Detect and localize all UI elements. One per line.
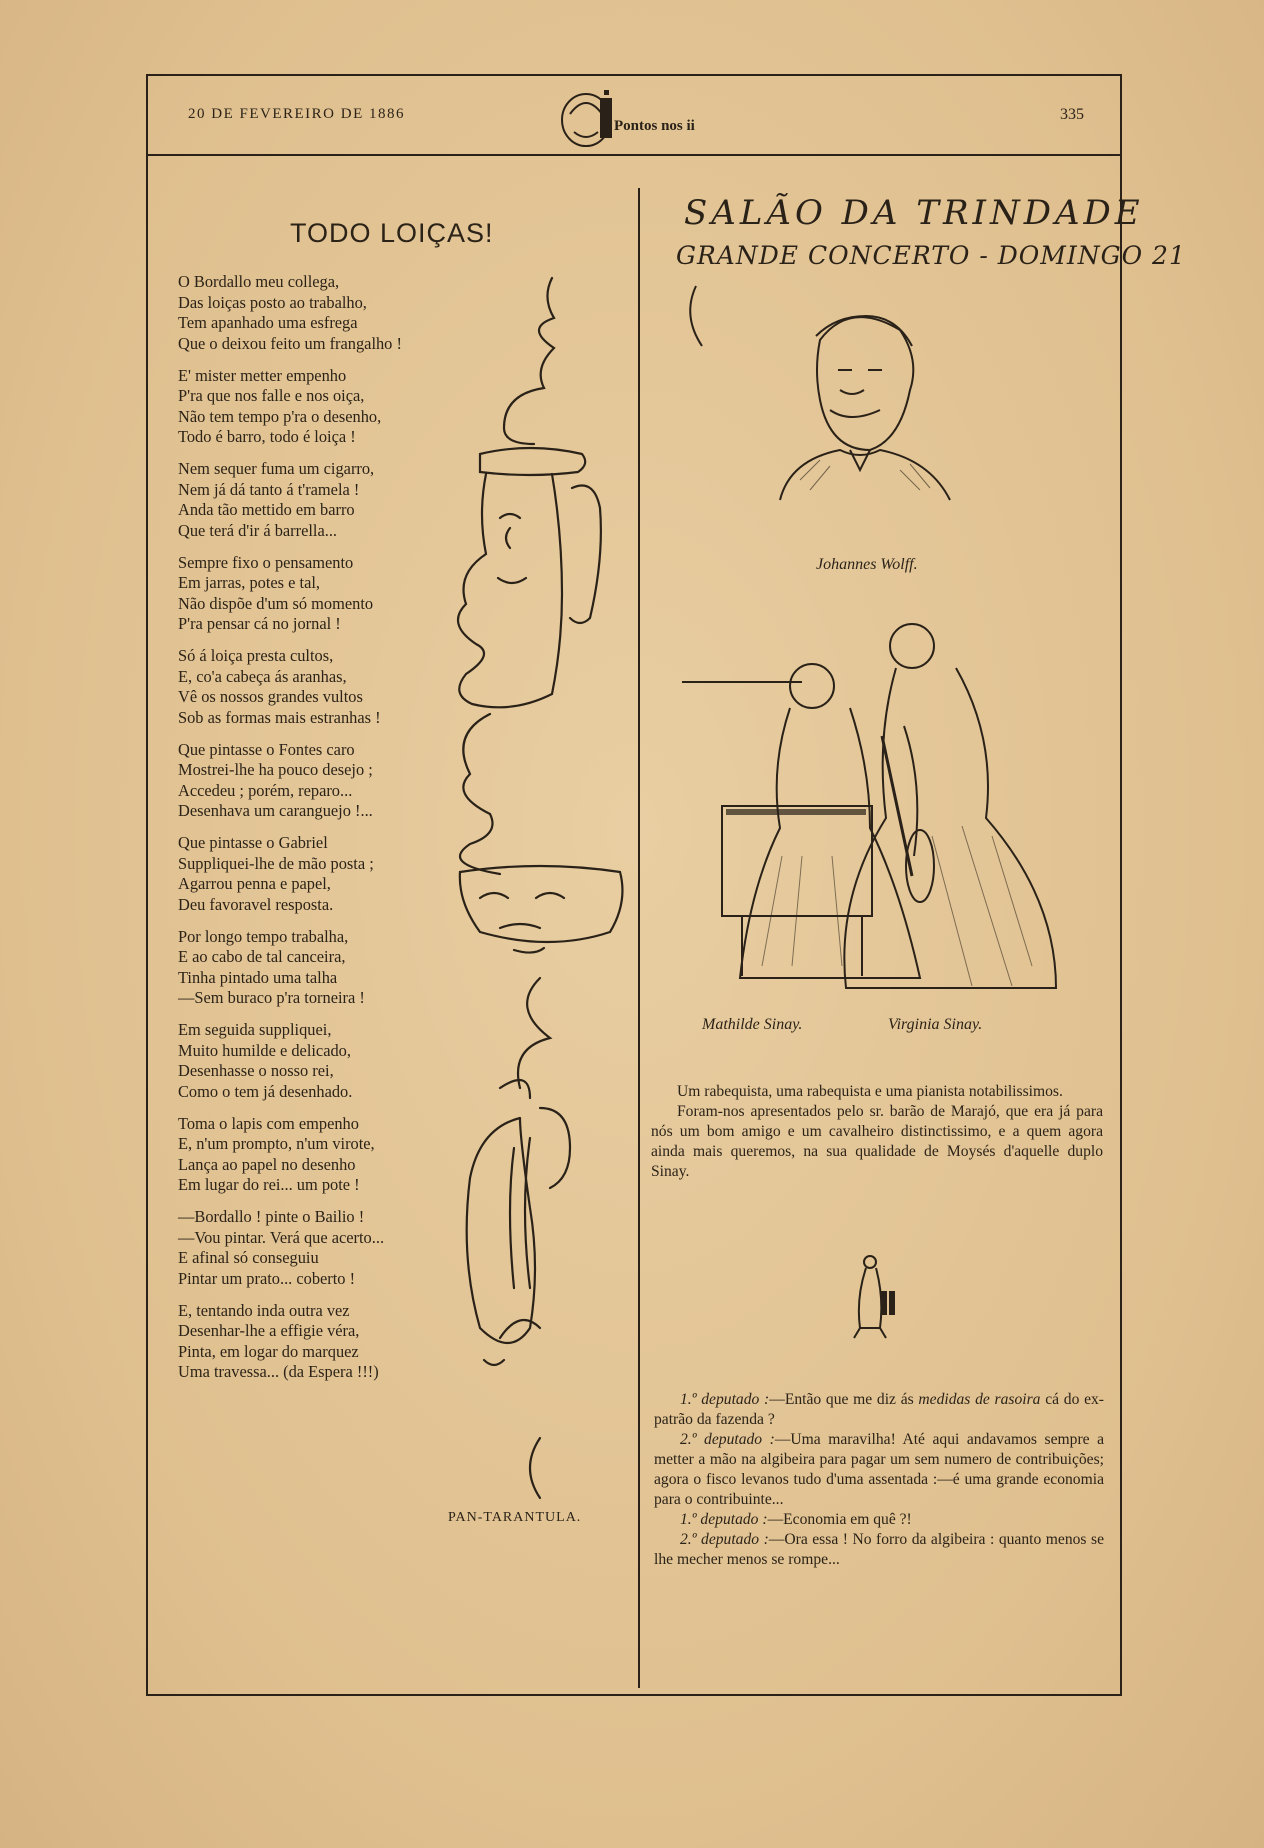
- page-number: 335: [1060, 106, 1084, 123]
- poem-line: Vê os nossos grandes vultos: [178, 687, 363, 706]
- poem-body: [178, 272, 478, 1394]
- dialogue-line: [654, 1430, 1104, 1510]
- dialogue-text: —Economia em quê ?!: [767, 1511, 912, 1528]
- poem-line: —Bordallo ! pinte o Bailio !: [178, 1207, 365, 1226]
- dialogue-line: [654, 1530, 1104, 1570]
- caption-mathilde: Mathilde Sinay.: [702, 1016, 803, 1033]
- poem-line: Sempre fixo o pensamento: [178, 552, 354, 572]
- dialogue-text: —Ora essa ! No forro da algibeira : quanto menos se lhe mecher menos se rompe...: [654, 1531, 1104, 1568]
- poem-line: E ao cabo de tal canceira,: [178, 947, 346, 966]
- poem-line: Nem já dá tanto á t'ramela !: [178, 479, 360, 499]
- stanza: [178, 927, 478, 1009]
- johannes-wolff-portrait: [760, 300, 970, 500]
- poem-line: Uma travessa... (da Espera !!!): [178, 1362, 379, 1381]
- poem-line: Desenhava um caranguejo !...: [178, 801, 373, 820]
- stanza: [178, 740, 478, 822]
- sinay-sisters-illustration: [682, 616, 1092, 996]
- poem-line: P'ra que nos falle e nos oiça,: [178, 386, 365, 405]
- dialogue-line: [654, 1390, 1104, 1430]
- poem-line: Em lugar do rei... um pote !: [178, 1175, 360, 1194]
- poem-line: —Vou pintar. Verá que acerto...: [178, 1227, 385, 1247]
- poem-line: Anda tão mettido em barro: [178, 500, 355, 519]
- stanza: [178, 459, 478, 541]
- poem-line: Como o tem já desenhado.: [178, 1081, 353, 1101]
- poem-line: Mostrei-lhe ha pouco desejo ;: [178, 760, 373, 779]
- poem-line: Suppliquei-lhe de mão posta ;: [178, 853, 374, 873]
- poem-line: Por longo tempo trabalha,: [178, 926, 349, 946]
- poem-line: Das loiças posto ao trabalho,: [178, 292, 367, 312]
- poem-line: Não tem tempo p'ra o desenho,: [178, 406, 382, 426]
- poem-line: Agarrou penna e papel,: [178, 874, 331, 893]
- poem-line: Accedeu ; porém, reparo...: [178, 780, 353, 800]
- deputies-dialogue: [654, 1390, 1104, 1570]
- banner-line-2: GRANDE CONCERTO - DOMINGO 21: [676, 241, 1186, 270]
- poem-line: Em jarras, potes e tal,: [178, 573, 321, 592]
- poem-line: Pintar um prato... coberto !: [178, 1268, 356, 1288]
- article-paragraph: Um rabequista, uma rabequista e uma pianista notabilissimos.: [677, 1083, 1063, 1100]
- speaker-label: 2.º deputado :: [680, 1431, 775, 1448]
- dialogue-line: [654, 1510, 1104, 1530]
- poem-line: Que pintasse o Fontes caro: [178, 739, 355, 759]
- poem-line: Toma o lapis com empenho: [178, 1113, 359, 1133]
- dialogue-text: —Então que me diz ás: [769, 1391, 919, 1408]
- poem-title: TODO LOIÇAS!: [290, 218, 494, 248]
- poem-line: Lança ao papel no desenho: [178, 1154, 356, 1174]
- poem-line: Não dispõe d'um só momento: [178, 593, 374, 613]
- dialogue-text: cá do ex-patrão da fazenda ?: [654, 1391, 1104, 1428]
- poem-line: Desenhasse o nosso rei,: [178, 1061, 334, 1080]
- poem-line: Pinta, em logar do marquez: [178, 1341, 359, 1361]
- stanza: [178, 646, 478, 728]
- poem-line: Nem sequer fuma um cigarro,: [178, 459, 375, 478]
- stanza: [178, 833, 478, 915]
- poem-line: Todo é barro, todo é loiça !: [178, 427, 356, 446]
- pottery-caricature-drawing: [440, 278, 640, 1500]
- stanza: [178, 1207, 478, 1289]
- header-date: 20 DE FEVEREIRO DE 1886: [188, 106, 405, 122]
- masthead-logo: [556, 84, 696, 150]
- poem-line: Só á loiça presta cultos,: [178, 646, 334, 665]
- speaker-label: 1.º deputado :: [680, 1391, 770, 1408]
- poem-line: Que o deixou feito um frangalho !: [178, 333, 402, 353]
- poem-line: Que pintasse o Gabriel: [178, 833, 328, 852]
- poem-line: Tinha pintado uma talha: [178, 967, 338, 987]
- dialogue-text: —Uma maravilha! Até aqui andavamos sempre a metter a mão na algibeira para pagar um sem numero de contribuições; agora o fisco levanos tudo d'uma assentada :—é uma grande economia para o contribuinte...: [654, 1431, 1104, 1508]
- header-rule: [146, 154, 1122, 156]
- poem-line: E, tentando inda outra vez: [178, 1300, 350, 1320]
- poem-line: Em seguida suppliquei,: [178, 1020, 332, 1039]
- poem-line: Que terá d'ir á barrella...: [178, 520, 338, 540]
- stanza: [178, 272, 478, 354]
- poem-line: Deu favoravel resposta.: [178, 894, 334, 914]
- stanza: [178, 1301, 478, 1383]
- dialogue-emphasis: medidas de rasoira: [918, 1391, 1041, 1408]
- stanza: [178, 553, 478, 635]
- poem-line: E, n'um prompto, n'um virote,: [178, 1134, 375, 1153]
- poem-line: E, co'a cabeça ás aranhas,: [178, 666, 347, 686]
- poem-line: E' mister metter empenho: [178, 365, 347, 385]
- poem-line: Sob as formas mais estranhas !: [178, 707, 381, 727]
- vignette-figure: [836, 1252, 906, 1342]
- poem-line: —Sem buraco p'ra torneira !: [178, 988, 365, 1007]
- concert-banner: [676, 186, 1186, 296]
- poem-line: Tem apanhado uma esfrega: [178, 313, 358, 332]
- article-paragraph: Foram-nos apresentados pelo sr. barão de Marajó, que era já para nós um bom amigo e um cavalheiro distinctissimo, e a quem agora ainda mais queremos, na sua qualidade de Moysés d'aquelle duplo Sinay.: [651, 1103, 1103, 1180]
- stanza: [178, 366, 478, 448]
- poem-line: Muito humilde e delicado,: [178, 1040, 351, 1060]
- masthead-text: Pontos nos ii: [614, 118, 695, 134]
- poem-signature: PAN-TARANTULA.: [448, 1510, 582, 1525]
- banner-line-1: SALÃO DA TRINDADE: [684, 193, 1144, 233]
- stanza: [178, 1020, 478, 1102]
- stanza: [178, 1114, 478, 1196]
- poem-line: O Bordallo meu collega,: [178, 272, 340, 291]
- speaker-label: 1.º deputado :: [680, 1511, 768, 1528]
- concert-article: [651, 1082, 1103, 1182]
- poem-line: P'ra pensar cá no jornal !: [178, 614, 341, 633]
- portrait-caption: Johannes Wolff.: [816, 556, 918, 573]
- caption-virginia: Virginia Sinay.: [888, 1016, 983, 1033]
- poem-line: E afinal só conseguiu: [178, 1248, 319, 1267]
- poem-line: Desenhar-lhe a effigie véra,: [178, 1321, 360, 1340]
- speaker-label: 2.º deputado :: [680, 1531, 769, 1548]
